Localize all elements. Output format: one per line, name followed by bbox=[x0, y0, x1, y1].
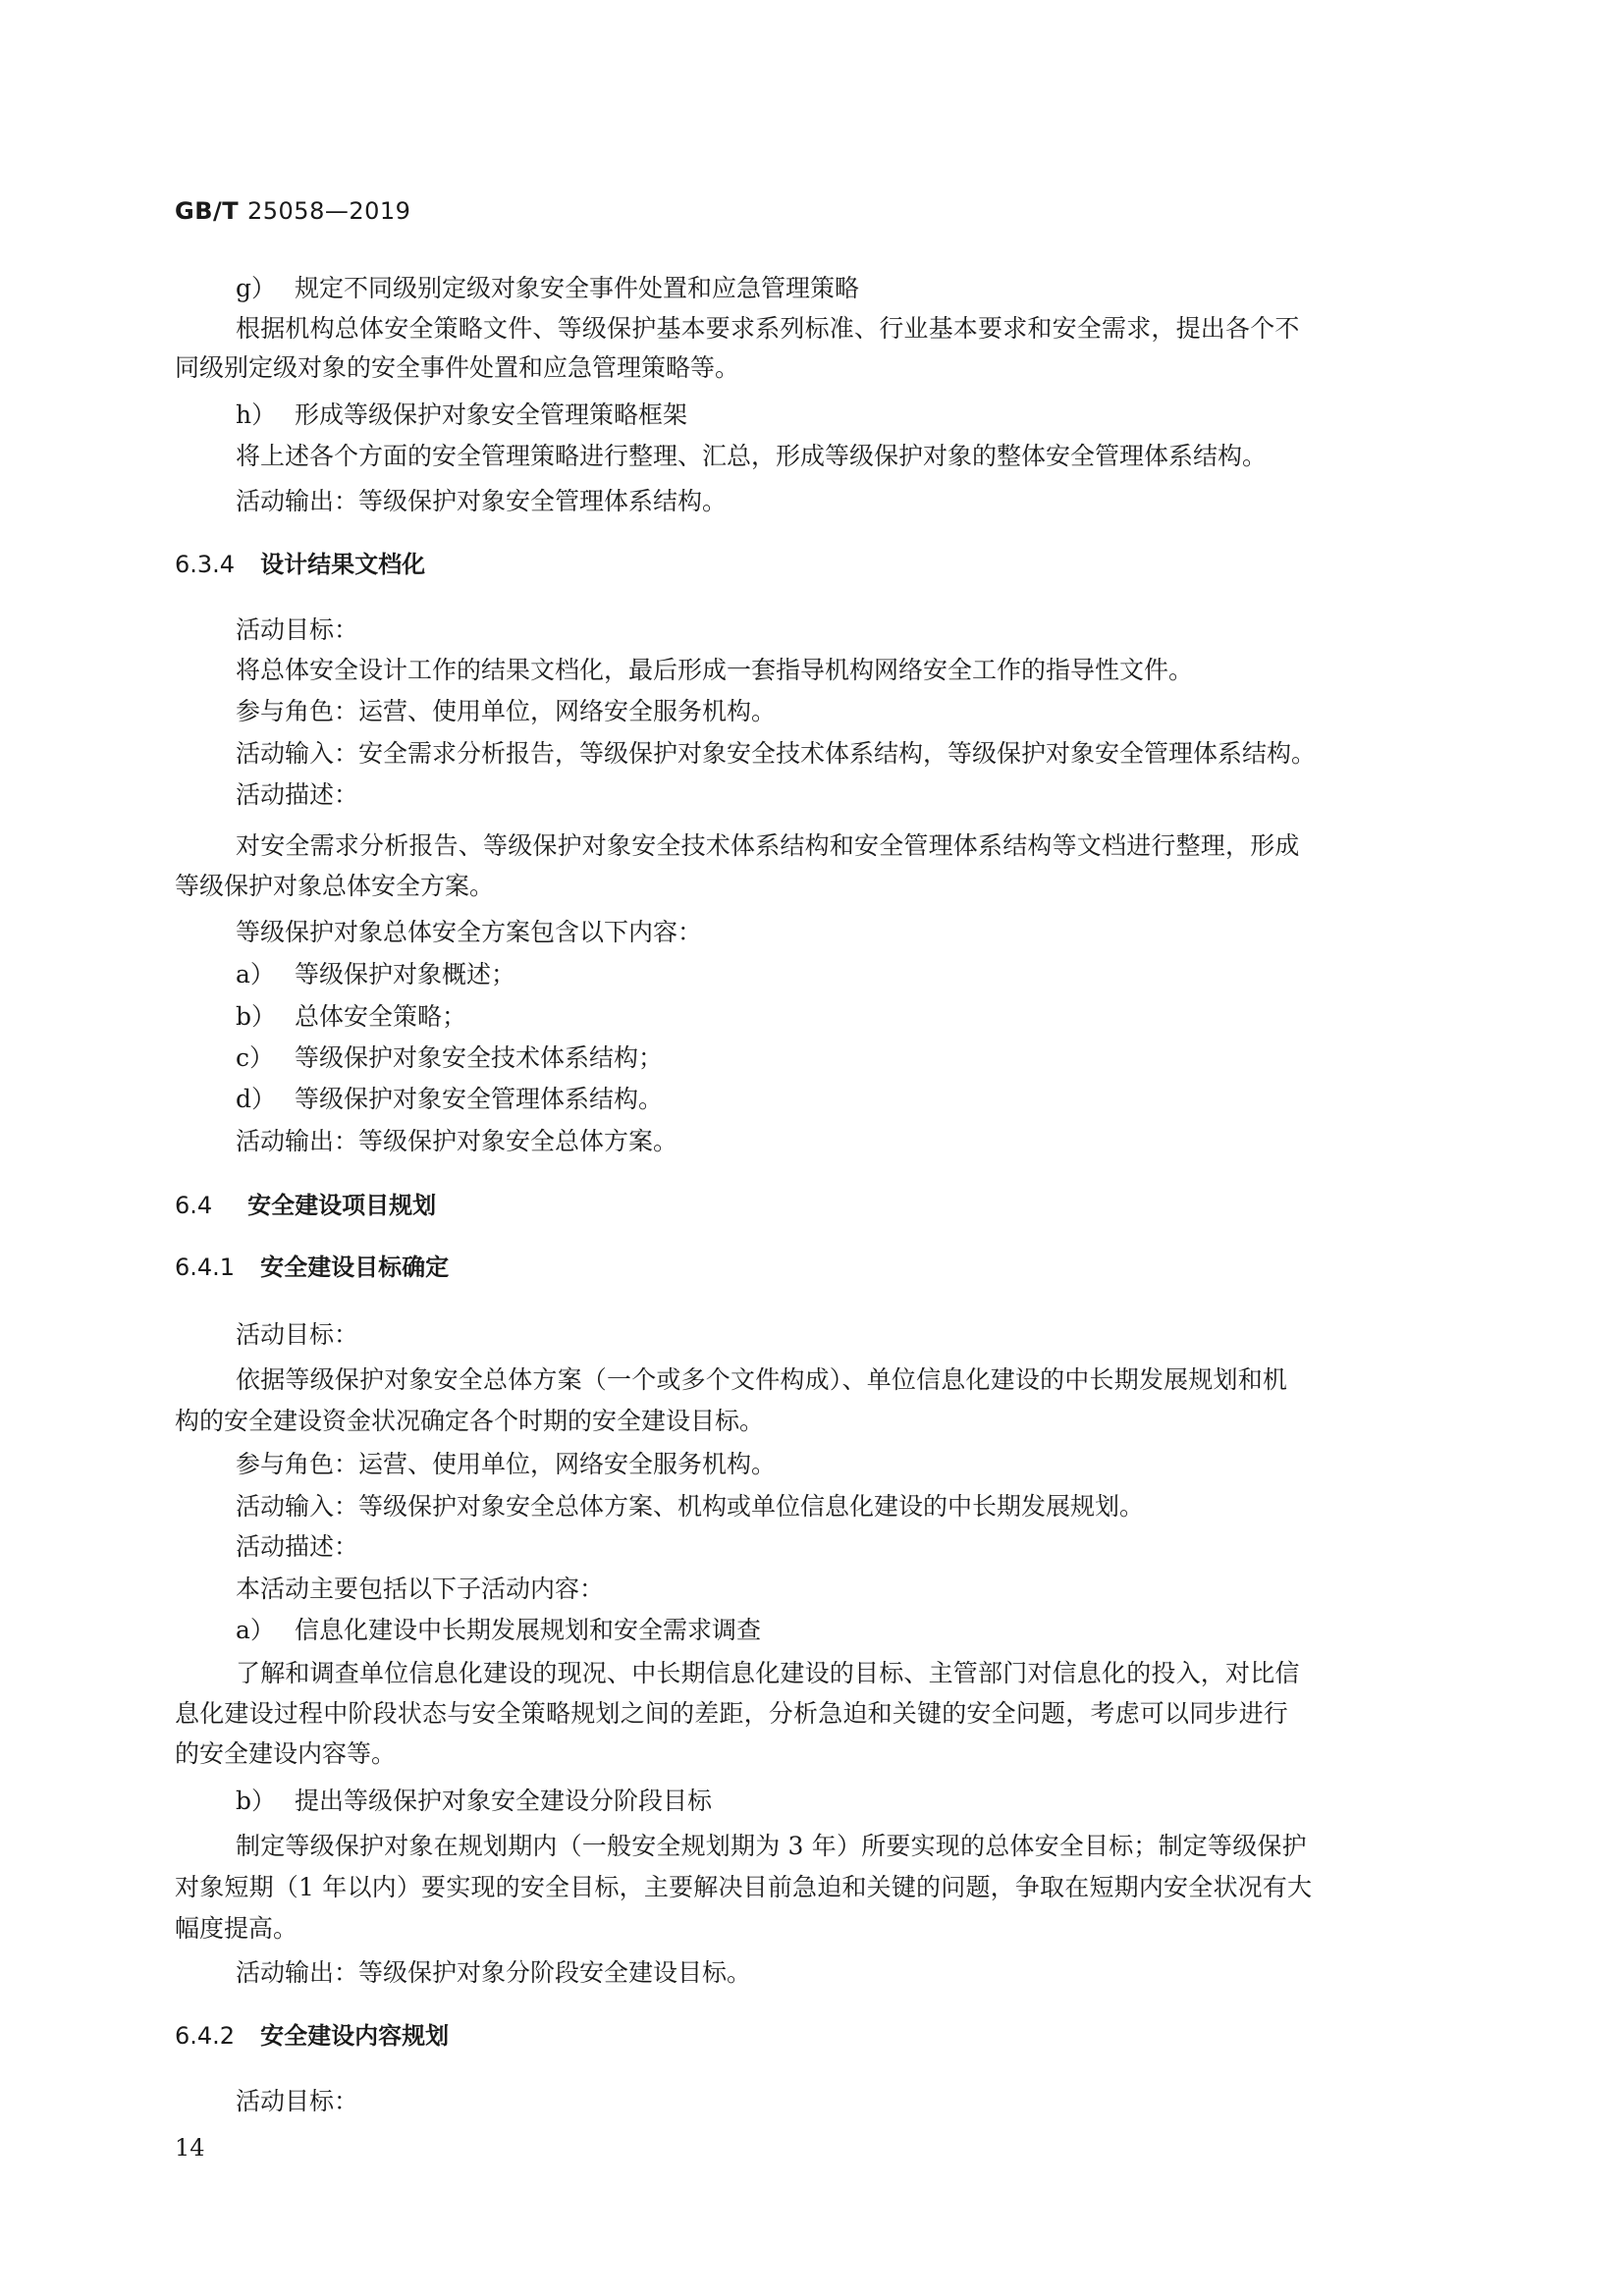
activity-description-label: 活动描述： bbox=[236, 780, 359, 809]
list-item-g bbox=[236, 274, 859, 303]
section-number: 6.4 bbox=[175, 1192, 213, 1219]
list-text: 提出等级保护对象安全建设分阶段目标 bbox=[295, 1787, 713, 1815]
section-number: 6.3.4 bbox=[175, 551, 236, 578]
activity-goal-label: 活动目标： bbox=[236, 615, 359, 644]
activity-roles: 参与角色：运营、使用单位，网络安全服务机构。 bbox=[236, 1450, 777, 1478]
list-text: 形成等级保护对象安全管理策略框架 bbox=[295, 400, 688, 429]
standard-number: 25058—2019 bbox=[247, 197, 411, 225]
section-title: 设计结果文档化 bbox=[260, 551, 426, 578]
section-title: 安全建设目标确定 bbox=[260, 1254, 450, 1281]
list-item-b bbox=[236, 1002, 466, 1032]
activity-output: 活动输出：等级保护对象安全总体方案。 bbox=[236, 1127, 678, 1155]
paragraph-line: 息化建设过程中阶段状态与安全策略规划之间的差距，分析急迫和关键的安全问题，考虑可以同步进行 bbox=[175, 1699, 1289, 1728]
section-heading-6-4-2 bbox=[175, 2021, 449, 2051]
list-marker: g） bbox=[236, 274, 277, 302]
list-marker: h） bbox=[236, 400, 277, 429]
list-item-a bbox=[236, 960, 515, 989]
activity-description-label: 活动描述： bbox=[236, 1532, 359, 1561]
list-text: 信息化建设中长期发展规划和安全需求调查 bbox=[295, 1616, 762, 1644]
activity-output: 活动输出：等级保护对象安全管理体系结构。 bbox=[236, 487, 728, 515]
list-item-d bbox=[236, 1085, 663, 1114]
paragraph-line: 将上述各个方面的安全管理策略进行整理、汇总，形成等级保护对象的整体安全管理体系结构。 bbox=[236, 442, 1268, 470]
paragraph-line: 对安全需求分析报告、等级保护对象安全技术体系结构和安全管理体系结构等文档进行整理，形成 bbox=[236, 831, 1300, 860]
list-marker: a） bbox=[236, 1616, 275, 1644]
page-number: 14 bbox=[175, 2134, 205, 2162]
paragraph-line: 对象短期（1 年以内）要实现的安全目标，主要解决目前急迫和关键的问题，争取在短期内安全状况有大 bbox=[175, 1873, 1313, 1901]
paragraph-line: 同级别定级对象的安全事件处置和应急管理策略等。 bbox=[175, 353, 740, 382]
list-marker: d） bbox=[236, 1085, 277, 1113]
section-heading-6-4 bbox=[175, 1191, 436, 1220]
list-item-c bbox=[236, 1043, 663, 1073]
activity-input: 活动输入：等级保护对象安全总体方案、机构或单位信息化建设的中长期发展规划。 bbox=[236, 1492, 1145, 1521]
list-text: 等级保护对象安全技术体系结构； bbox=[295, 1043, 664, 1072]
list-marker: c） bbox=[236, 1043, 275, 1072]
activity-output: 活动输出：等级保护对象分阶段安全建设目标。 bbox=[236, 1958, 752, 1987]
paragraph-line: 等级保护对象总体安全方案包含以下内容： bbox=[236, 918, 703, 946]
list-marker: b） bbox=[236, 1002, 277, 1031]
paragraph-line: 等级保护对象总体安全方案。 bbox=[175, 872, 495, 900]
list-marker: b） bbox=[236, 1787, 277, 1815]
activity-goal-label: 活动目标： bbox=[236, 2087, 359, 2115]
paragraph-line: 了解和调查单位信息化建设的现况、中长期信息化建设的目标、主管部门对信息化的投入，对比信 bbox=[236, 1659, 1300, 1687]
list-text: 规定不同级别定级对象安全事件处置和应急管理策略 bbox=[295, 274, 860, 302]
paragraph-line: 将总体安全设计工作的结果文档化，最后形成一套指导机构网络安全工作的指导性文件。 bbox=[236, 656, 1194, 684]
activity-goal-label: 活动目标： bbox=[236, 1320, 359, 1349]
list-text: 总体安全策略； bbox=[295, 1002, 467, 1031]
section-number: 6.4.2 bbox=[175, 2022, 236, 2050]
section-heading-6-4-1 bbox=[175, 1253, 449, 1282]
paragraph-line: 制定等级保护对象在规划期内（一般安全规划期为 3 年）所要实现的总体安全目标；制定等级保护 bbox=[236, 1832, 1307, 1860]
section-number: 6.4.1 bbox=[175, 1254, 236, 1281]
list-text: 等级保护对象概述； bbox=[295, 960, 516, 988]
paragraph-line: 本活动主要包括以下子活动内容： bbox=[236, 1575, 605, 1603]
list-text: 等级保护对象安全管理体系结构。 bbox=[295, 1085, 664, 1113]
paragraph-line: 幅度提高。 bbox=[175, 1914, 298, 1943]
section-heading-6-3-4 bbox=[175, 550, 425, 579]
section-title: 安全建设内容规划 bbox=[260, 2022, 450, 2050]
standard-header bbox=[175, 196, 410, 226]
activity-roles: 参与角色：运营、使用单位，网络安全服务机构。 bbox=[236, 697, 777, 725]
list-item-h bbox=[236, 400, 687, 430]
paragraph-line: 构的安全建设资金状况确定各个时期的安全建设目标。 bbox=[175, 1407, 765, 1435]
standard-code: GB/T bbox=[175, 197, 240, 225]
activity-input: 活动输入：安全需求分析报告，等级保护对象安全技术体系结构，等级保护对象安全管理体系结构。 bbox=[236, 739, 1317, 768]
list-marker: a） bbox=[236, 960, 275, 988]
paragraph-line: 根据机构总体安全策略文件、等级保护基本要求系列标准、行业基本要求和安全需求，提出各个不 bbox=[236, 314, 1300, 343]
paragraph-line: 依据等级保护对象安全总体方案（一个或多个文件构成）、单位信息化建设的中长期发展规划和机 bbox=[236, 1365, 1288, 1394]
section-title: 安全建设项目规划 bbox=[247, 1192, 437, 1219]
sub-activity-b bbox=[236, 1787, 712, 1816]
paragraph-line: 的安全建设内容等。 bbox=[175, 1739, 397, 1768]
sub-activity-a bbox=[236, 1616, 761, 1645]
